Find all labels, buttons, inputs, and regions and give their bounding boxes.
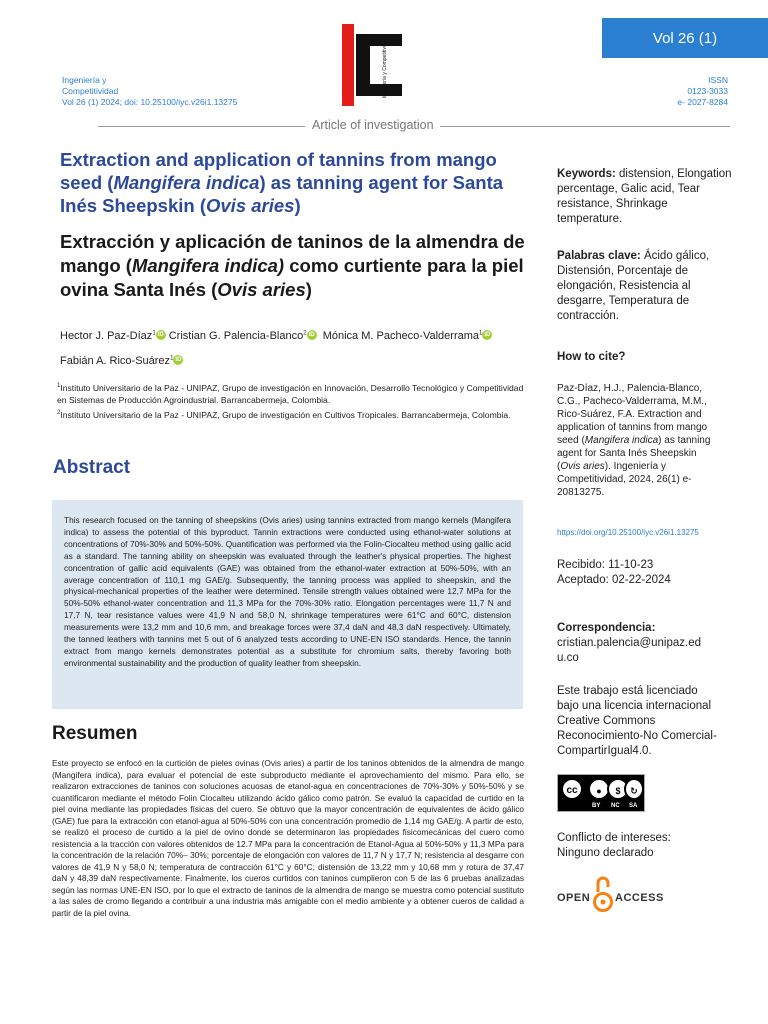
title-spanish — [60, 230, 530, 302]
title-en-species2: Ovis aries — [206, 195, 295, 216]
citation-text — [557, 382, 719, 499]
affiliation-1 — [57, 380, 527, 407]
cc-icon: cc — [561, 778, 583, 800]
palabras-clave-block — [557, 249, 732, 324]
affiliation-text: Instituto Universitario de la Paz - UNIPAZ, Grupo de investigación en Innovación, Desarrollo Tecnológico y Competitividad en Sistemas de Producción Agroindustrial. Barrancabermeja, Colombia. — [57, 382, 524, 406]
how-to-cite-heading — [557, 350, 732, 365]
open-access-logo — [557, 872, 667, 918]
conflict-block — [557, 831, 732, 861]
palabras-clave-label: Palabras clave: — [557, 250, 641, 262]
author-name: Mónica M. Pacheco-Valderrama — [322, 329, 480, 342]
affiliations — [57, 380, 527, 421]
author-2 — [169, 330, 317, 342]
title-en-part3: ) — [294, 195, 301, 216]
divider-right — [440, 126, 730, 127]
journal-citation[interactable]: Vol 26 (1) 2024; doi: 10.25100/iyc.v26i1.13275 — [62, 97, 238, 107]
affiliation-2 — [57, 407, 527, 421]
affiliation-mark: 1 — [57, 383, 61, 389]
author-list — [60, 322, 530, 373]
volume-badge — [602, 18, 768, 58]
author-3 — [323, 330, 493, 342]
resumen-heading: Resumen — [52, 723, 138, 744]
cite-part2: ) as tanning agent for Santa Inés Sheepskin ( — [557, 435, 711, 472]
author-affiliation-mark: 1 — [170, 355, 174, 362]
how-to-cite-label: How to cite? — [557, 351, 626, 363]
cite-part1: Paz-Díaz, H.J., Palencia-Blanco, C.G., Pacheco-Valderrama, M.M., Rico-Suárez, F.A. Extraction and application of tannins from mango seed ( — [557, 383, 708, 446]
title-en-species1: Mangifera indica — [113, 172, 260, 193]
abstract-box — [52, 500, 523, 709]
article-type: Article of investigation — [312, 118, 434, 132]
title-es-species1: Mangifera indica) — [131, 255, 285, 276]
orcid-icon[interactable]: iD — [175, 357, 182, 364]
correspondence-label: Correspondencia: — [557, 622, 656, 634]
journal-name-line2: Competitividad — [62, 86, 119, 96]
abstract-heading: Abstract — [53, 457, 131, 478]
nc-icon: $ — [607, 778, 629, 800]
title-en-part1: Extraction and application of tannins from mango seed ( — [60, 149, 497, 193]
author-name: Hector J. Paz-Díaz — [60, 329, 153, 342]
sa-icon: ↻ — [624, 778, 644, 800]
title-es-part2: como curtiente para la piel ovina Santa Inés ( — [60, 255, 524, 300]
orcid-icon[interactable]: iD — [308, 331, 315, 338]
issn-block — [588, 75, 728, 108]
open-lock-icon — [593, 874, 613, 914]
open-access-left: OPEN — [557, 892, 591, 904]
author-affiliation-mark: 1 — [152, 330, 156, 336]
issn-label: ISSN — [708, 75, 728, 85]
author-affiliation-mark: 1 — [479, 330, 483, 336]
orcid-icon[interactable]: iD — [484, 331, 491, 338]
open-access-right: ACCESS — [615, 892, 664, 904]
title-english — [60, 148, 530, 217]
author-affiliation-mark: 2 — [303, 330, 307, 336]
author-4 — [60, 355, 183, 367]
resumen-text: Este proyecto se enfocó en la curtición de pieles ovinas (Ovis aries) a partir de los taninos obtenidos de la almendra de mango (Mangifera indica), para evaluar el potencial de este subproducto mediante el aprovechamiento del mismo. Para ello, se realizaron extracciones de taninos con soluciones acuosas de etanol-agua en concentraciones de 70%-30% y 50%-50% y se cuantificaron mediante el método Folin Ciocalteu utilizando ácido gálico como patrón. Se evaluó la capacidad de curtido en la piel ovina mediante las propiedades físicas del cuero. Se obtuvo que la mayor concentración de equivalentes de ácido gálico (GAE) fue para la extracción con etanol-agua al 50%-50% con una concentración promedio de 1,14 mg GAE/g. A partir de esto, se realizó el proceso de curtido a la piel de ovino donde se determinaron las propiedades fisicomecánicas del cuero como resistencia a la tracción con valores obtenidos de 12.7 MPa para la concentración de Etanol-Agua al 50%-50% y 11,3 MPa para la concentración de la relación 70%– 30%; porcentaje de elongación con valores de 11,7 N y 17,7 N; resistencia al desgarre con valores de 41,9 N y 58,0 N; temperatura de contracción 61°C y 60°C; distensión de 13,22 mm y 10,68 mm y rotura de 37,47 daN y 48,39 daN respectivamente. Finalmente, los cueros curtidos con taninos cumplieron con 5 de las 6 pruebas analizadas según las normas UNE-EN ISO, por lo que el extracto de taninos de la almendra de mango se muestra como potencial sustituto a las sales de cromo llegando a contribuir a una industria más amigable con el medio ambiente y a obtener cueros de calidad a partir de la piel ovina. — [52, 758, 524, 918]
issn-electronic: e- 2027-8284 — [677, 97, 728, 107]
author-name: Fabián A. Rico-Suárez — [60, 355, 171, 368]
keywords-label: Keywords: — [557, 168, 616, 180]
license-text: Este trabajo está licenciado bajo una licencia internacional Creative Commons Reconocimiento-No Comercial-CompartirIgual4.0. — [557, 685, 717, 757]
conflict-label: Conflicto de intereses: — [557, 832, 671, 844]
accepted-date: Aceptado: 02-22-2024 — [557, 574, 671, 586]
resumen-body — [52, 758, 524, 919]
journal-name-line1: Ingeniería y — [62, 75, 107, 85]
cite-species2: Ovis aries — [560, 461, 605, 472]
title-es-part1: Extracción y aplicación de taninos de la almendra de mango ( — [60, 231, 525, 276]
title-es-part3: ) — [305, 279, 312, 300]
author-1 — [60, 330, 166, 342]
journal-logo-icon — [342, 24, 410, 106]
by-icon: ● — [588, 778, 610, 800]
doi-link[interactable]: https://doi.org/10.25100/iyc.v26i1.13275 — [557, 528, 699, 537]
issn-print: 0123-3033 — [687, 86, 728, 96]
conflict-value: Ninguno declarado — [557, 847, 654, 859]
cite-part3: ). Ingeniería y Competitividad, 2024, 26(1) e-20813275. — [557, 461, 692, 498]
affiliation-mark: 2 — [57, 409, 61, 416]
keywords-block — [557, 167, 732, 227]
logo-text: Ingeniería y Competitividad — [382, 37, 388, 99]
sa-label: SA — [629, 803, 638, 809]
correspondence-email[interactable]: cristian.palencia@unipaz.edu.co — [557, 637, 702, 664]
journal-info — [62, 75, 262, 108]
received-date: Recibido: 11-10-23 — [557, 559, 654, 571]
palabras-clave-text: Ácido gálico, Distensión, Porcentaje de elongación, Resistencia al desgarre, Temperatura de contracción. — [557, 250, 710, 322]
by-label: BY — [592, 803, 601, 809]
volume-label: Vol 26 (1) — [652, 29, 718, 47]
cite-species1: Mangifera indica — [584, 435, 659, 446]
orcid-icon[interactable]: iD — [157, 331, 164, 338]
keywords-text: distension, Elongation percentage, Galic acid, Tear resistance, Shrinkage temperature. — [557, 168, 732, 225]
title-en-part2: ) as tanning agent for Santa Inés Sheepskin ( — [60, 172, 504, 216]
correspondence-block — [557, 621, 732, 666]
nc-label: NC — [611, 803, 620, 809]
title-es-species2: Ovis aries — [217, 279, 306, 300]
author-name: Cristian G. Palencia-Blanco — [168, 329, 304, 342]
affiliation-text: Instituto Universitario de la Paz - UNIPAZ, Grupo de investigación en Cultivos Tropicales. Barrancabermeja, Colombia. — [60, 409, 511, 420]
abstract-text: This research focused on the tanning of sheepskins (Ovis aries) using tannins extracted from mango kernels (Mangifera indica) to assess the potential of this byproduct. Tannin extractions were conducted using ethanol-water solutions at concentrations of 70%-30% and 50%-50%. Quantification was performed via the Folin-Ciocalteu method using gallic acid as a standard. The tanning ability on sheepskin was evaluated through the leather's physical properties. The highest concentration of gallic acid equivalents (GAE) was obtained from the ethanol-water extraction at 50%-50%, with an average concentration of 110,1 mg GAE/g. Subsequently, the tanning process was applied to sheepskin, and the physical-mechanical properties of the leather were determined. Tensile strength values obtained were 12,7 MPa for the 50%-50% ethanol-water concentration and 11,3 MPa for the 70%-30% ratio. Elongation percentages were 11,7 N and 17,7 N, tear resistance values were 41,9 N and 58,0 N, shrinkage temperatures were 61°C and 60°C, distension measurements were 13,2 mm and 10,6 mm, and breakage forces were 37,4 daN and 48,3 daN respectively. Ultimately, the tanned leathers with tannins met 5 out of 6 analyzed tests according to UNE-EN ISO standards. Hence, the tannin extract from mango kernels demonstrates potential as a substitute for chromium salts, thereby favoring both environmental sustainability and the production of quality leather from sheepskin. — [64, 515, 511, 668]
cc-license-badge[interactable] — [557, 774, 645, 812]
divider-left — [98, 126, 305, 127]
dates-block — [557, 558, 732, 588]
